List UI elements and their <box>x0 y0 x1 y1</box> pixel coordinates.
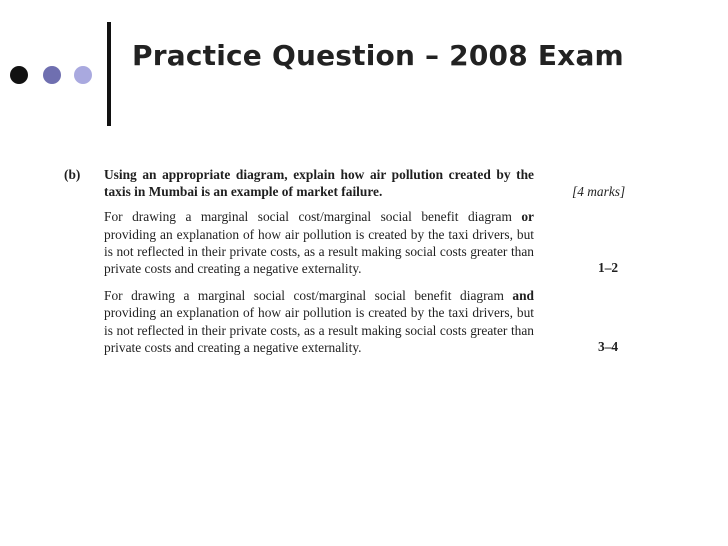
criteria-connector: and <box>512 288 534 304</box>
markscheme-excerpt <box>64 166 654 356</box>
criteria-lead: For drawing a marginal social cost/marginal social benefit diagram <box>104 209 522 225</box>
markband-criteria <box>104 208 534 277</box>
criteria-connector: or <box>521 209 534 225</box>
question-text: Using an appropriate diagram, explain how air pollution created by the taxis in Mumbai is an example of market failure. <box>104 167 534 200</box>
markband-row <box>104 208 654 277</box>
header-dot-black <box>10 66 28 84</box>
markband-row <box>104 287 654 356</box>
header-dot-purple <box>43 66 61 84</box>
question-marks: [4 marks] <box>572 184 626 199</box>
criteria-rest: providing an explanation of how air pollution is created by the taxi drivers, but is not reflected in their private costs, as a result making social costs greater than private costs and creating a negative externality. <box>104 226 534 277</box>
header-dots <box>10 66 100 84</box>
markband-criteria <box>104 287 534 356</box>
markband-range: 1–2 <box>598 260 619 276</box>
header-divider <box>107 22 111 126</box>
question-part-label: (b) <box>64 167 81 182</box>
slide-title: Practice Question – 2008 Exam <box>132 39 624 72</box>
question-row <box>64 166 654 200</box>
markband-range: 3–4 <box>598 338 619 354</box>
criteria-lead: For drawing a marginal social cost/marginal social benefit diagram <box>104 288 513 304</box>
header-dot-lavender <box>74 66 92 84</box>
criteria-rest: providing an explanation of how air pollution is created by the taxi drivers, but is not reflected in their private costs, as a result making social costs greater than private costs and creating a negative externality. <box>104 305 534 355</box>
